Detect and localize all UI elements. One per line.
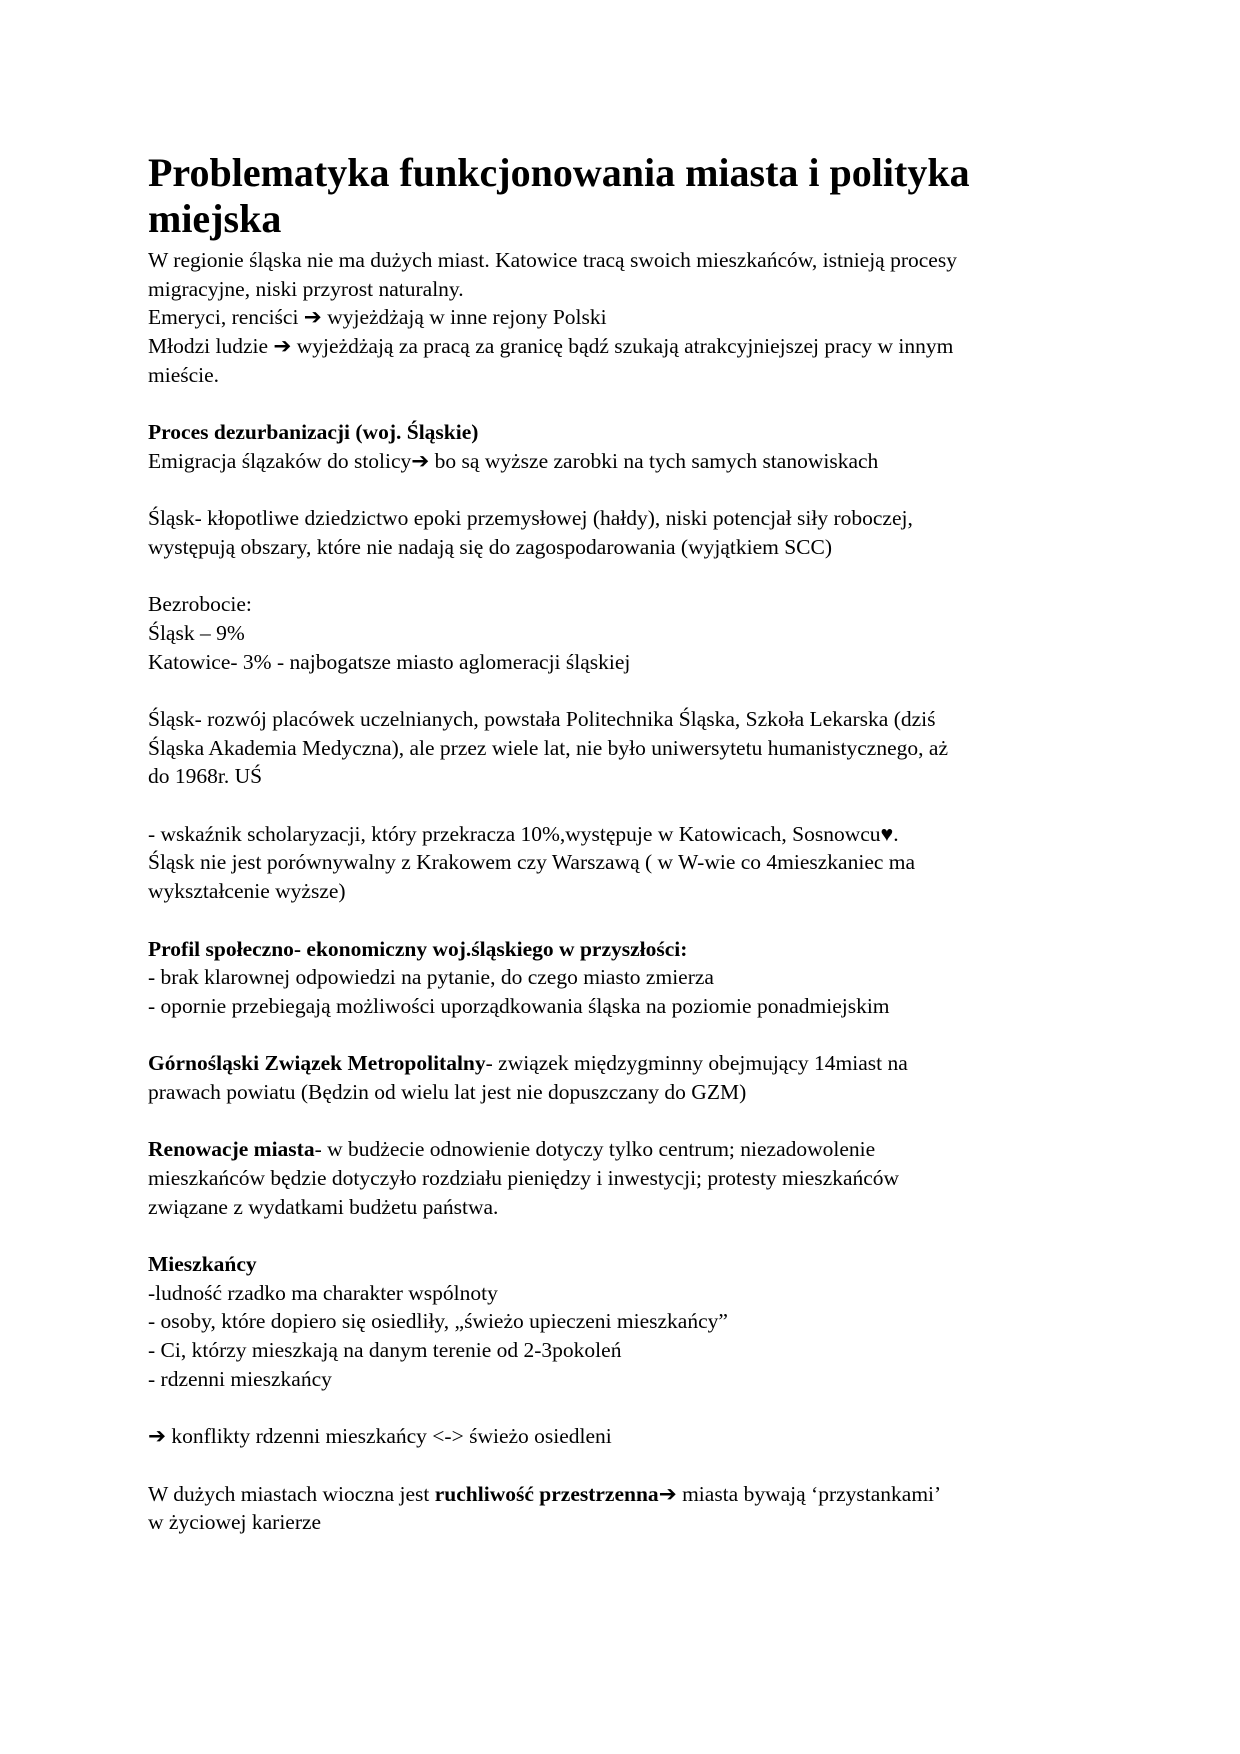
- text-line: [148, 1480, 1108, 1509]
- document-body: [148, 246, 1108, 1537]
- paragraph-spacer: [148, 791, 1108, 820]
- bold-text: Profil społeczno- ekonomiczny woj.śląskiego w przyszłości:: [148, 936, 688, 961]
- text-line: związane z wydatkami budżetu państwa.: [148, 1194, 499, 1219]
- text-line: Śląsk- kłopotliwe dziedzictwo epoki przemysłowej (hałdy), niski potencjał siły roboczej,: [148, 506, 913, 531]
- text-line: występują obszary, które nie nadają się do zagospodarowania (wyjątkiem SCC): [148, 534, 833, 559]
- bold-text: Mieszkańcy: [148, 1252, 257, 1277]
- text-line: Śląsk nie jest porównywalny z Krakowem czy Warszawą ( w W-wie co 4mieszkaniec ma: [148, 850, 916, 875]
- paragraph: [148, 705, 1108, 791]
- paragraph-spacer: [148, 1021, 1108, 1050]
- paragraph: [148, 590, 1108, 676]
- text-line: [148, 935, 1108, 964]
- text-segment: W dużych miastach wioczna jest: [148, 1481, 435, 1506]
- text-line: [148, 1250, 1108, 1279]
- document-page: [148, 150, 1108, 1537]
- paragraph: [148, 504, 1108, 561]
- text-line: - brak klarownej odpowiedzi na pytanie, do czego miasto zmierza: [148, 965, 714, 990]
- text-line: Śląska Akademia Medyczna), ale przez wiele lat, nie było uniwersytetu humanistycznego, aż: [148, 735, 948, 760]
- text-segment: ➔ miasta bywają ‘przystankami’: [658, 1481, 942, 1506]
- paragraph: [148, 418, 1108, 475]
- text-line: wykształcenie wyższe): [148, 879, 346, 904]
- bold-text: Górnośląski Związek Metropolitalny: [148, 1051, 486, 1076]
- text-line: [148, 418, 1108, 447]
- text-line: - osoby, które dopiero się osiedliły, „świeżo upieczeni mieszkańcy”: [148, 1309, 728, 1334]
- document-title: [148, 150, 1108, 242]
- text-segment: - związek międzygminny obejmujący 14miast na: [485, 1051, 908, 1076]
- text-line: migracyjne, niski przyrost naturalny.: [148, 276, 464, 301]
- text-line: ➔ konflikty rdzenni mieszkańcy <-> świeżo osiedleni: [148, 1424, 612, 1449]
- paragraph-spacer: [148, 562, 1108, 591]
- text-line: - rdzenni mieszkańcy: [148, 1366, 332, 1391]
- paragraph: [148, 246, 1108, 389]
- paragraph: [148, 1422, 1108, 1451]
- paragraph-spacer: [148, 1107, 1108, 1136]
- text-line: Emeryci, renciści ➔ wyjeżdżają w inne rejony Polski: [148, 305, 607, 330]
- text-segment: - w budżecie odnowienie dotyczy tylko centrum; niezadowolenie: [314, 1137, 876, 1162]
- bold-text: Proces dezurbanizacji (woj. Śląskie): [148, 420, 479, 445]
- paragraph: [148, 1049, 1108, 1106]
- text-line: - wskaźnik scholaryzacji, który przekracza 10%,występuje w Katowicach, Sosnowcu♥.: [148, 821, 899, 846]
- text-line: W regionie śląska nie ma dużych miast. Katowice tracą swoich mieszkańców, istnieją procesy: [148, 248, 957, 272]
- paragraph: [148, 1480, 1108, 1537]
- paragraph-spacer: [148, 676, 1108, 705]
- text-line: Śląsk- rozwój placówek uczelnianych, powstała Politechnika Śląska, Szkoła Lekarska (dziś: [148, 707, 936, 731]
- paragraph-spacer: [148, 906, 1108, 935]
- text-line: [148, 1049, 1108, 1078]
- text-line: mieście.: [148, 362, 220, 387]
- text-line: w życiowej karierze: [148, 1510, 322, 1535]
- paragraph: [148, 820, 1108, 906]
- text-line: [148, 1135, 1108, 1164]
- paragraph: [148, 1135, 1108, 1221]
- text-line: Emigracja ślązaków do stolicy➔ bo są wyższe zarobki na tych samych stanowiskach: [148, 448, 879, 473]
- paragraph-spacer: [148, 1451, 1108, 1480]
- text-line: prawach powiatu (Będzin od wielu lat jest nie dopuszczany do GZM): [148, 1079, 747, 1104]
- text-line: do 1968r. UŚ: [148, 764, 263, 789]
- text-line: mieszkańców będzie dotyczyło rozdziału pieniędzy i inwestycji; protesty mieszkańców: [148, 1166, 900, 1190]
- text-line: Młodzi ludzie ➔ wyjeżdżają za pracą za granicę bądź szukają atrakcyjniejszej pracy w innym: [148, 334, 954, 359]
- bold-text: Renowacje miasta: [148, 1137, 315, 1162]
- paragraph-spacer: [148, 1394, 1108, 1423]
- paragraph-spacer: [148, 476, 1108, 505]
- text-line: - opornie przebiegają możliwości uporządkowania śląska na poziomie ponadmiejskim: [148, 993, 890, 1018]
- title-line: miejska: [148, 196, 282, 241]
- paragraph: [148, 935, 1108, 1021]
- text-line: - Ci, którzy mieszkają na danym terenie od 2-3pokoleń: [148, 1338, 622, 1363]
- paragraph: [148, 1250, 1108, 1393]
- paragraph-spacer: [148, 1221, 1108, 1250]
- title-line: Problematyka funkcjonowania miasta i polityka: [148, 150, 970, 195]
- text-line: Bezrobocie:: [148, 592, 252, 617]
- text-line: Śląsk – 9%: [148, 620, 245, 645]
- text-line: -ludność rzadko ma charakter wspólnoty: [148, 1280, 498, 1305]
- paragraph-spacer: [148, 389, 1108, 418]
- bold-text: ruchliwość przestrzenna: [434, 1481, 659, 1506]
- text-line: Katowice- 3% - najbogatsze miasto aglomeracji śląskiej: [148, 649, 631, 674]
